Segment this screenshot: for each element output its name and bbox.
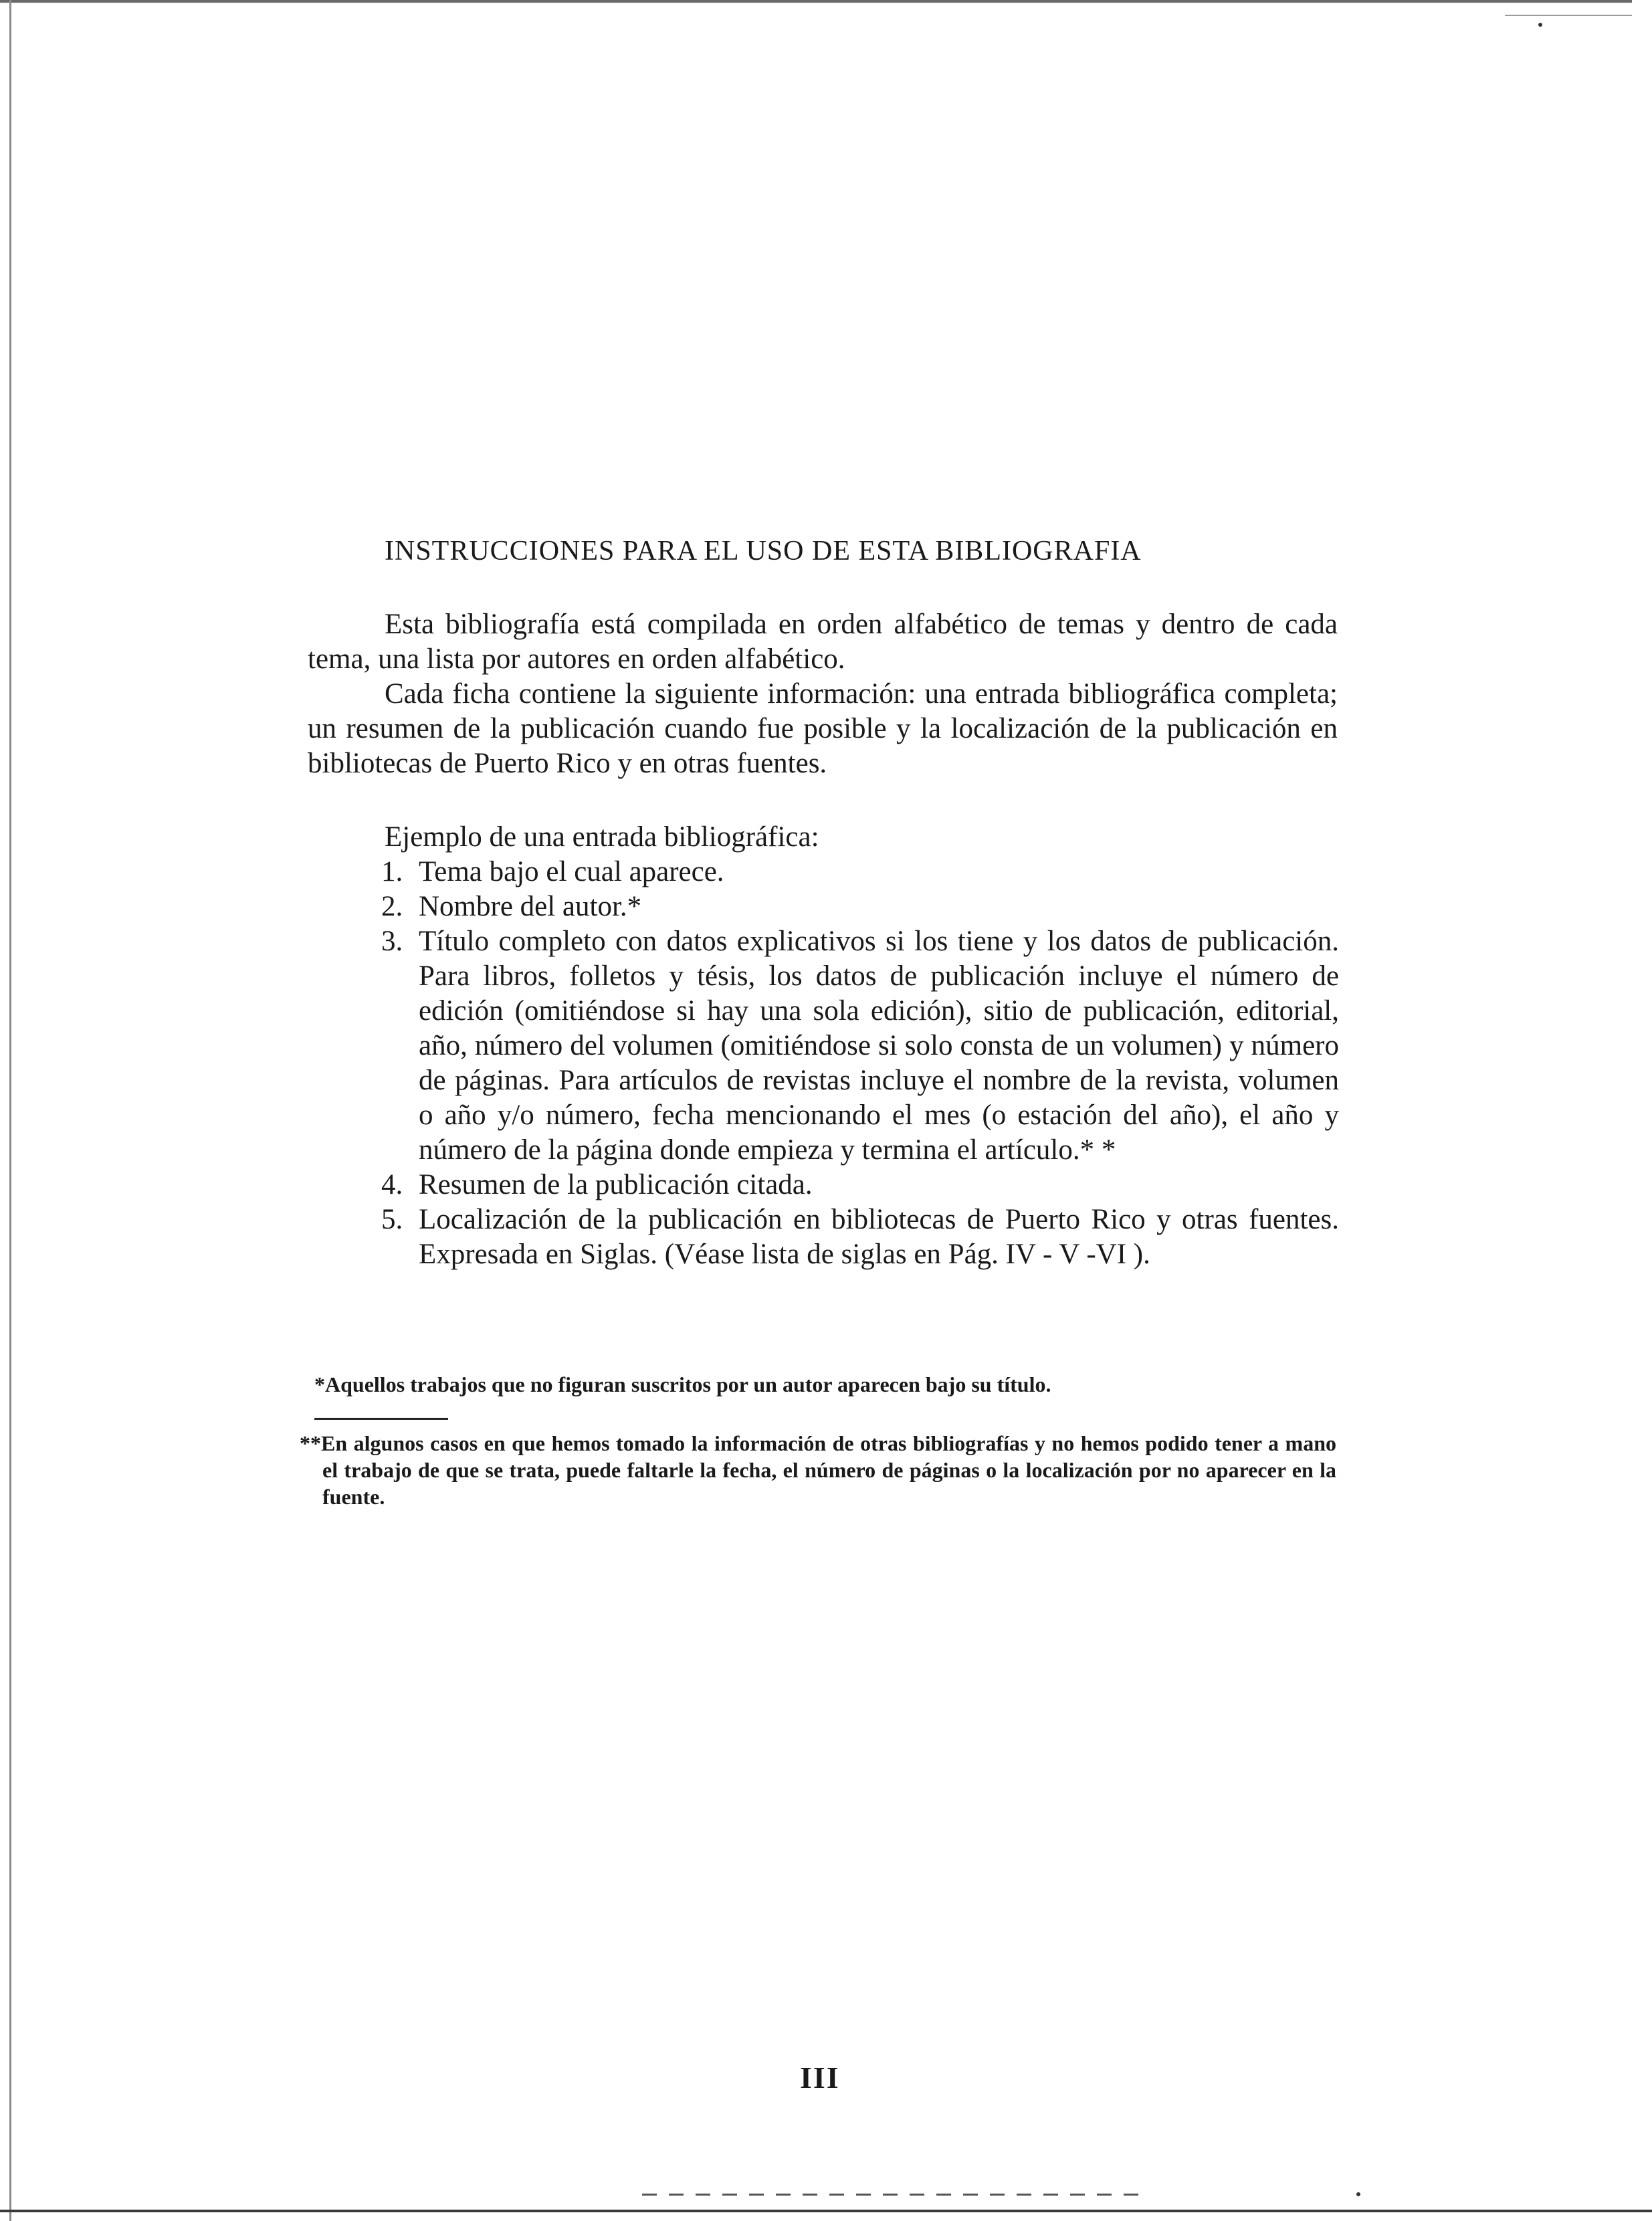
scan-edge-top [0,0,1632,3]
list-item-text: Nombre del autor.* [419,891,642,922]
list-item [381,1202,1339,1272]
list-item-text: Localización de la publicación en bibliotecas de Puerto Rico y otras fuentes. Expresada en Siglas. (Véase lista de siglas en Pág. IV - V -VI ). [419,1204,1339,1270]
footnote-double-asterisk-text: **En algunos casos en que hemos tomado la información de otras bibliografías y no hemos podido tener a mano el trabajo de que se trata, puede faltarle la fecha, el número de páginas o la localización por no aparecer en la fuente. [300,1431,1336,1509]
list-item-number: 1. [381,856,403,887]
footnote-double-asterisk [300,1430,1336,1510]
entry-field-list [381,855,1339,1272]
scan-speck [1538,23,1542,27]
intro-paragraph-2: Cada ficha contiene la siguiente información: una entrada bibliográfica completa; un resumen de la publicación cuando fue posible y la localización de la publicación en bibliotecas de Puerto Rico y en otras fuentes. [308,678,1338,779]
list-item-text: Resumen de la publicación citada. [419,1169,813,1200]
scan-edge-bottom [0,2210,1652,2212]
scan-edge-bottom-dashes [642,2194,1150,2196]
scan-speck [1356,2192,1360,2196]
scan-edge-left [9,0,11,2221]
list-item [381,855,1339,889]
footnote-divider [314,1418,448,1420]
page-number: III [800,2060,840,2095]
list-item-number: 5. [381,1204,403,1235]
list-item-number: 4. [381,1169,403,1200]
list-item-number: 2. [381,891,403,922]
example-heading: Ejemplo de una entrada bibliográfica: [385,821,819,853]
intro-paragraph-1: Esta bibliografía está compilada en orden alfabético de temas y dentro de cada tema, una lista por autores en orden alfabético. [308,609,1338,675]
list-item [381,924,1339,1168]
list-item [381,1168,1339,1202]
scan-edge-top-mark [1505,15,1632,16]
list-item-number: 3. [381,926,403,957]
list-item [381,889,1339,924]
page-title: INSTRUCCIONES PARA EL USO DE ESTA BIBLIOGRAFIA [385,536,1142,566]
footnote-single-asterisk: *Aquellos trabajos que no figuran suscritos por un autor aparecen bajo su título. [314,1372,1051,1396]
list-item-text: Tema bajo el cual aparece. [419,856,724,887]
list-item-text: Título completo con datos explicativos si los tiene y los datos de publicación. Para libros, folletos y tésis, los datos de publicación incluye el número de edición (omitiéndose si hay una sola edición), sitio de publicación, editorial, año, número del volumen (omitiéndose si solo consta de un volumen) y número de páginas. Para artículos de revistas incluye el nombre de la revista, volumen o año y/o número, fecha mencionando el mes (o estación del año), el año y número de la página donde empieza y termina el artículo.* * [419,926,1339,1166]
